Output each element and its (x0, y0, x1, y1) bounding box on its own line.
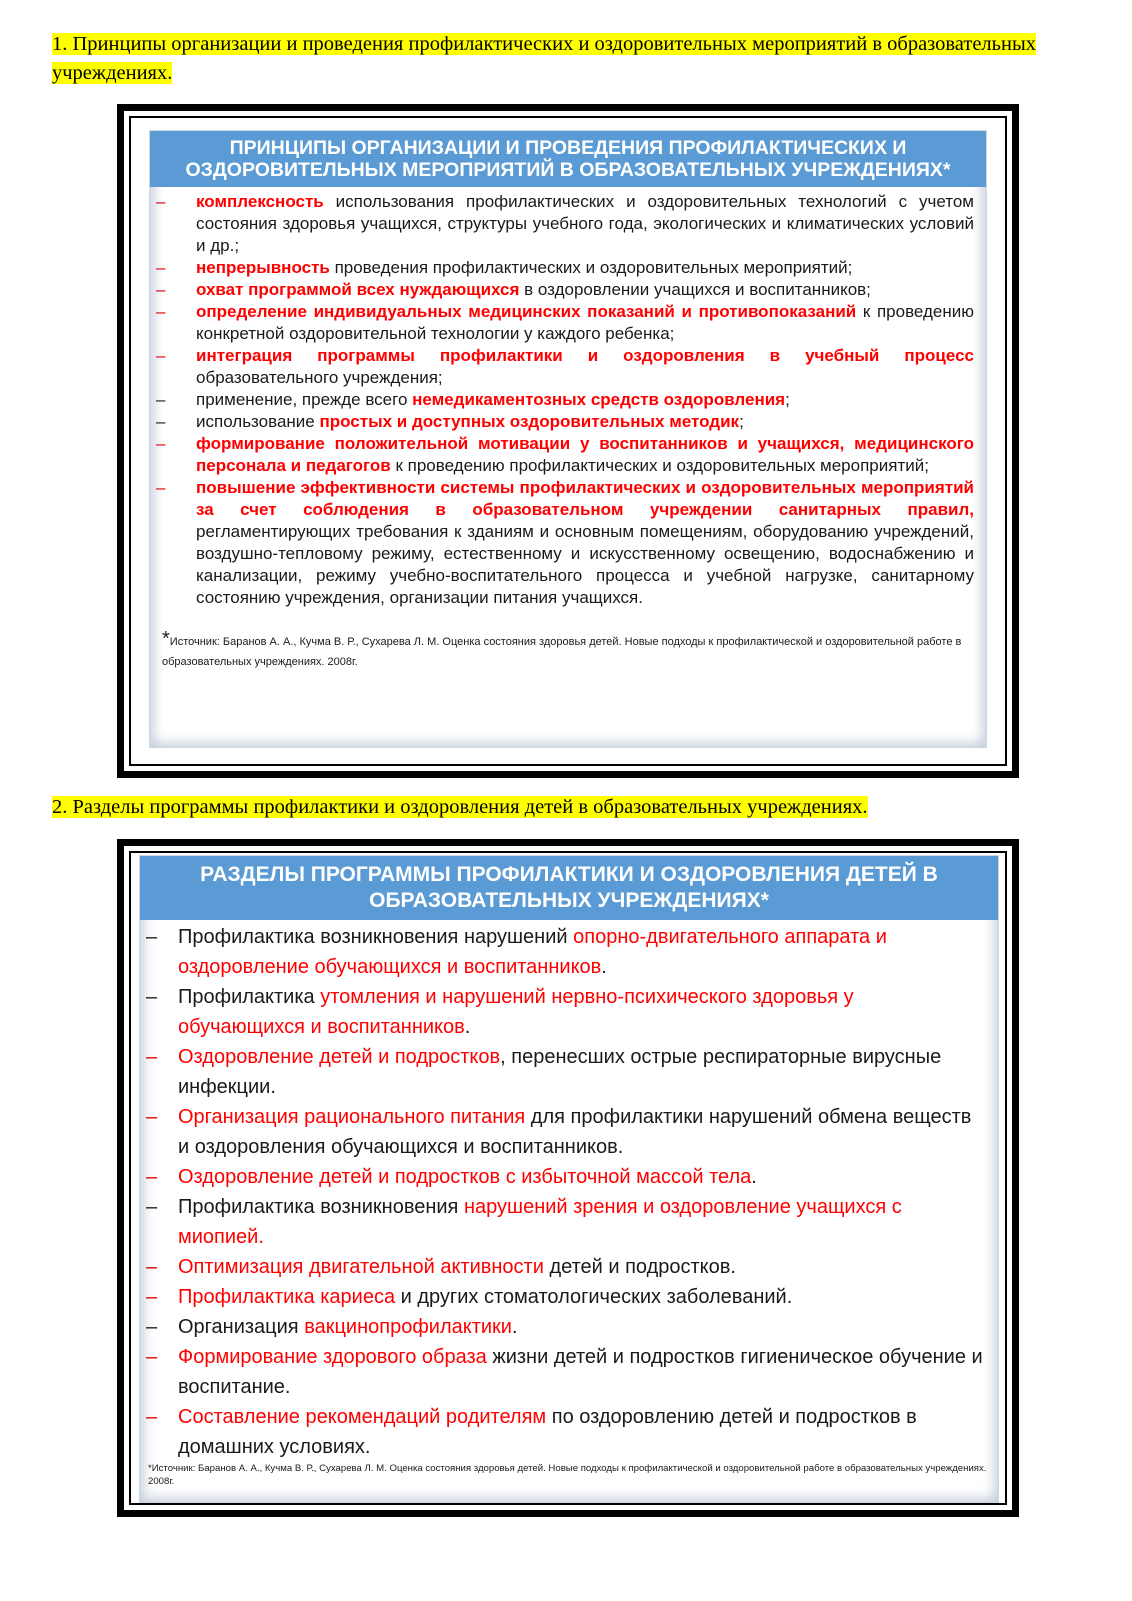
section-heading-1-text: 1. Принципы организации и проведения профилактических и оздоровительных мероприятий в образовательных учреждениях. (52, 33, 1037, 84)
item-highlight: опорно-двигательного аппарата и оздоровление обучающихся и воспитанников (178, 926, 887, 978)
bullet-dash: – (156, 412, 166, 431)
list-item (146, 1102, 986, 1162)
bullet-dash: – (146, 986, 158, 1008)
item-text: Профилактика (178, 986, 321, 1008)
list-item (146, 922, 986, 982)
item-highlight: Оптимизация двигательной активности (178, 1256, 544, 1278)
bullet-dash: – (146, 1046, 158, 1068)
item-highlight: повышение эффективности системы профилактических и оздоровительных мероприятий за счет соблюдения в образовательном учреждении санитарных правил, (196, 478, 974, 519)
item-highlight: комплексность (196, 192, 324, 211)
item-text: к проведению конкретной оздоровительной технологии у каждого ребенка; (196, 302, 974, 343)
slide-1-principles-list (150, 187, 986, 609)
list-item (146, 1162, 986, 1192)
item-highlight: вакцинопрофилактики (304, 1316, 512, 1338)
bullet-dash: – (146, 1106, 158, 1128)
item-highlight: Составление рекомендаций родителям (178, 1406, 547, 1428)
item-highlight: формирование положительной мотивации у воспитанников и учащихся, медицинского персонала и педагогов (196, 434, 974, 475)
footnote-star: * (162, 628, 170, 650)
item-text: регламентирующих требования к зданиям и основным помещениям, оборудованию учреждений, воздушно-тепловому режиму, естественному и искусственному освещению, водоснабжению и канализации, режиму учебно-воспитательного процесса и учебной нагрузке, санитарному состоянию учреждения, организации питания учащихся. (196, 522, 974, 607)
item-text: по оздоровлению детей и подростков в домашних условиях. (178, 1406, 917, 1458)
list-item (156, 301, 974, 345)
item-text: образовательного учреждения; (196, 368, 443, 387)
slide-1-title-line-2: ОЗДОРОВИТЕЛЬНЫХ МЕРОПРИЯТИЙ В ОБРАЗОВАТЕЛЬНЫХ УЧРЕЖДЕНИЯХ* (185, 159, 951, 181)
section-heading-2-text: 2. Разделы программы профилактики и оздоровления детей в образовательных учреждениях. (52, 796, 868, 818)
list-item (146, 1342, 986, 1402)
item-highlight: Профилактика кариеса (178, 1286, 396, 1308)
bullet-dash: – (156, 280, 166, 299)
slide-1-title (150, 131, 986, 187)
item-highlight: Формирование здорового образа (178, 1346, 487, 1368)
section-heading-1 (52, 30, 1088, 88)
bullet-dash: – (146, 1166, 158, 1188)
list-item (146, 1312, 986, 1342)
item-text: Организация (178, 1316, 305, 1338)
item-highlight: непрерывность (196, 258, 330, 277)
item-text: к проведению профилактических и оздоровительных мероприятий; (390, 456, 929, 475)
item-highlight: утомления и нарушений нервно-психического здоровья у обучающихся и воспитанников (178, 986, 854, 1038)
bullet-dash: – (156, 302, 166, 321)
list-item (146, 1282, 986, 1312)
bullet-dash: – (156, 478, 166, 497)
item-text: жизни детей и подростков гигиеническое обучение и воспитание. (178, 1346, 983, 1398)
source-text: Источник: Баранов А. А., Кучма В. Р., Сухарева Л. М. Оценка состояния здоровья детей. Новые подходы к профилактической и оздоровительной работе в образовательных учреждениях. 2008г. (162, 636, 962, 668)
slide-2-sections-list (140, 920, 998, 1462)
bullet-dash: – (146, 926, 158, 948)
item-highlight: немедикаментозных средств оздоровления (412, 390, 786, 409)
item-highlight: Оздоровление детей и подростков (178, 1046, 501, 1068)
item-text: применение, прежде всего (196, 390, 413, 409)
item-text: детей и подростков. (543, 1256, 736, 1278)
item-highlight: Оздоровление детей и подростков с избыточной массой тела (178, 1166, 752, 1188)
item-text: проведения профилактических и оздоровительных мероприятий; (329, 258, 853, 277)
list-item (156, 191, 974, 257)
slide-1-source-note (150, 609, 986, 672)
slide-1 (150, 131, 986, 747)
list-item (156, 279, 974, 301)
item-highlight: нарушений зрения и оздоровление учащихся с миопией. (178, 1196, 902, 1248)
slide-2-source-note: *Источник: Баранов А. А., Кучма В. Р., Сухарева Л. М. Оценка состояния здоровья детей. Новые подходы к профилактической и оздоровительной работе в образовательных учреждениях. 2008г. (148, 1463, 987, 1487)
list-item (156, 389, 974, 411)
bullet-dash: – (146, 1196, 158, 1218)
item-highlight: простых и доступных оздоровительных методик (319, 412, 740, 431)
item-text: . (601, 956, 607, 978)
section-heading-2 (52, 793, 1088, 822)
slide-2-frame (117, 839, 1019, 1517)
list-item (146, 1402, 986, 1462)
list-item (146, 1192, 986, 1252)
list-item (156, 345, 974, 389)
item-highlight: Организация рационального питания (178, 1106, 526, 1128)
item-text: для профилактики нарушений обмена веществ и оздоровления обучающихся и воспитанников. (178, 1106, 972, 1158)
item-text: Профилактика возникновения нарушений (178, 926, 574, 948)
bullet-dash: – (156, 434, 166, 453)
list-item (156, 433, 974, 477)
item-highlight: охват программой всех нуждающихся (196, 280, 520, 299)
bullet-dash: – (156, 346, 166, 365)
item-text: . (751, 1166, 757, 1188)
bullet-dash: – (146, 1316, 158, 1338)
item-text: использование (196, 412, 320, 431)
item-highlight: определение индивидуальных медицинских показаний и противопоказаний (196, 302, 857, 321)
slide-1-frame (117, 104, 1019, 778)
item-text: и других стоматологических заболеваний. (395, 1286, 793, 1308)
list-item (146, 982, 986, 1042)
bullet-dash: – (156, 192, 166, 211)
item-text: в оздоровлении учащихся и воспитанников; (519, 280, 871, 299)
slide-2-title (140, 856, 998, 920)
slide-2-title-line-2: ОБРАЗОВАТЕЛЬНЫХ УЧРЕЖДЕНИЯХ* (369, 889, 769, 912)
list-item (156, 477, 974, 609)
item-text: использования профилактических и оздоровительных технологий с учетом состояния здоровья учащихся, структуры учебного года, экологических и климатических условий и др.; (196, 192, 974, 255)
item-highlight: интеграция программы профилактики и оздоровления в учебный процесс (196, 346, 974, 365)
item-text: . (511, 1316, 518, 1338)
item-text: ; (739, 412, 744, 431)
bullet-dash: – (146, 1406, 158, 1428)
slide-1-title-line-1: ПРИНЦИПЫ ОРГАНИЗАЦИИ И ПРОВЕДЕНИЯ ПРОФИЛАКТИЧЕСКИХ И (229, 137, 907, 159)
list-item (146, 1252, 986, 1282)
bullet-dash: – (156, 258, 166, 277)
list-item (156, 257, 974, 279)
list-item (146, 1042, 986, 1102)
bullet-dash: – (146, 1286, 158, 1308)
item-text: Профилактика возникновения (178, 1196, 464, 1218)
bullet-dash: – (146, 1256, 158, 1278)
item-text: , перенесших острые респираторные вирусные инфекции. (178, 1046, 942, 1098)
list-item (156, 411, 974, 433)
item-text: . (464, 1016, 471, 1038)
bullet-dash: – (146, 1346, 158, 1368)
bullet-dash: – (156, 390, 166, 409)
item-text: ; (785, 390, 790, 409)
slide-2-title-line-1: РАЗДЕЛЫ ПРОГРАММЫ ПРОФИЛАКТИКИ И ОЗДОРОВЛЕНИЯ ДЕТЕЙ В (200, 863, 938, 886)
slide-2 (140, 856, 998, 1502)
